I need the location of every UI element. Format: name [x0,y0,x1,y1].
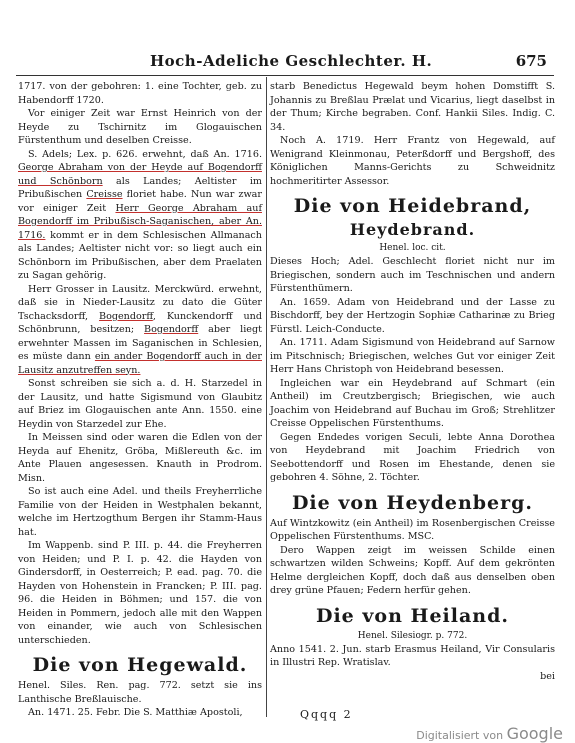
left-column [18,80,262,720]
underlined-text: Herr George Abraham auf Bogendorff im Pribußisch-Saganischen, aber An. 1716. [18,202,262,241]
signature-mark: Qqqq 2 [300,708,353,721]
paragraph: An. 1471. 25. Febr. Die S. Matthiæ Apostoli, [28,707,243,718]
paragraph: Vor einiger Zeit war Ernst Heinrich von der Heyde zu Tschirnitz im Glogauischen Fürstenthum und deselben Creisse. [18,108,262,146]
page-number: 675 [515,52,547,70]
paragraph [18,148,262,283]
reference-line: Henel. Silesiogr. p. 772. [357,630,468,641]
paragraph: An. 1659. Adam von Heidebrand und der Lasse zu Bischdorff, bey der Hertzogin Sophiæ Catharinæ zu Brieg Fürstl. Leich-Conducte. [270,296,555,335]
running-title: Hoch-Adeliche Geschlechter. H. [150,52,433,70]
column-divider [266,77,267,717]
section-subheading: Heydebrand. [349,220,476,239]
text: aber liegt erwehnter Massen im Saganischen in Schlesien, es müste dann [18,324,262,362]
section-heading: Die von Heiland. [315,604,510,627]
section-heading: Die von Heidebrand, [293,195,532,217]
watermark-text: Digitalisiert von [416,729,504,742]
header-rule [16,75,554,76]
underlined-text: Creisse [86,189,123,200]
text: Herr Grosser in Lausitz. Merckwürd. erwehnt, daß sie in Nieder-Lausitz zu dato die Güter Tschacksdorff, [18,283,262,322]
paragraph: Noch A. 1719. Herr Frantz von Hegewald, auf Wenigrand Kleinmonau, Peterßdorff und Bergshoff, des Königlichen Manns-Gerichts zu Schweidnitz hochmeritirter Assessor. [270,135,555,187]
paragraph: Gegen Endedes vorigen Seculi, lebte Anna Dorothea von Heydebrand mit Joachim Friedrich von Seebottendorff und Rosen im Ehestande, denen sie gebohren 4. Söhne, 2. Töchter. [270,431,555,483]
paragraph: So ist auch eine Adel. und theils Freyherrliche Familie von der Heiden in Westphalen bekannt, welche im Hertzogthum Bergen ihr Stamm-Haus hat. [18,486,262,538]
paragraph: Im Wappenb. sind P. III. p. 44. die Freyherren von Heiden; und P. I. p. 42. die Hayden von Gindersdorff, in Oesterreich; P. ead. pag. 70. die Hayden von Hohenstein in Francken; P. III. pag. 96. die Heiden in Böhmen; und 157. die von Heiden in Pommern, jedoch alle mit den Wappen von einander, wie auch von Schlesischen unterschieden. [18,540,262,646]
text: als Landes; Aeltister im Pribußischen [18,175,262,200]
paragraph: An. 1711. Adam Sigismund von Heidebrand auf Sarnow im Pitschnisch; Briegischen, welches Gut vor einiger Zeit Herr Hans Christoph von Heidebrand besessen. [270,337,555,375]
paragraph: 1717. von der gebohren: 1. eine Tochter, geb. zu Habendorff 1720. [18,81,262,106]
reference-line: Henel. loc. cit. [379,243,446,253]
paragraph: Sonst schreiben sie sich a. d. H. Starzedel in der Lausitz, und hatte Sigismund von Glaubitz auf Briez im Glogauischen ante Ann. 1550. eine Heydin von Starzedel zur Ehe. [18,378,262,430]
page-header [0,52,575,76]
paragraph [18,283,262,378]
paragraph: Henel. Siles. Ren. pag. 772. setzt sie ins Lanthische Breßlauische. [18,680,262,705]
digitization-watermark [416,724,563,743]
paragraph: Ingleichen war ein Heydebrand auf Schmart (ein Antheil) im Creutzbergisch; Briegischen, wie auch Joachim von Heidebrand auf Buchau im Groß; Strehlitzer Creisse Oppelischen Fürstenthums. [270,377,555,429]
underlined-text: Bogendorff [99,310,153,322]
paragraph: Auf Wintzkowitz (ein Antheil) im Rosenbergischen Creisse Oppelischen Fürstenthums. MSC. [270,517,555,542]
underlined-text: ein ander Bogendorff auch in der Lausitz anzutreffen seyn. [18,351,262,376]
paragraph: Dieses Hoch; Adel. Geschlecht floriet nicht nur im Briegischen, sondern auch im Teschnischen und andern Fürstenthümern. [270,256,555,294]
text: S. Adels; Lex. p. 626. erwehnt, daß An. 1716. [28,148,262,160]
text: kommt er in dem Schlesischen Allmanach als Landes; Aeltister nicht vor: so liegt auch ein Schönborn im Pribußischen, aber dem Praelaten zu Sagan gehörig. [18,229,262,281]
paragraph: In Meissen sind oder waren die Edlen von der Heyda auf Ehenitz, Gröba, Mißlereuth &c. im Ante Plauen angesessen. Knauth in Prodrom. Misn. [18,432,262,484]
underlined-text: George Abraham von der Heyde auf Bogendorff und Schönborn [18,162,262,187]
paragraph: Anno 1541. 2. Jun. starb Erasmus Heiland, Vir Consularis in Illustri Rep. Wratislav. [270,643,555,668]
section-heading: Die von Heydenberg. [291,491,534,514]
section-heading: Die von Hegewald. [32,654,248,676]
underlined-text: Bogendorff [144,324,199,335]
text: floriet habe. Nun war zwar vor einiger Zeit [18,189,262,214]
paragraph: Dero Wappen zeigt im weissen Schilde einen schwartzen wilden Schweins; Kopff. Auf dem gekrönten Helme dergleichen Kopff, doch daß aus denselben oben drey grüne Pfauen; Federn herfür gehen. [270,544,555,596]
paragraph: starb Benedictus Hegewald beym hohen Domstifft S. Johannis zu Breßlau Prælat und Vicarius, liegt daselbst in der Thum; Kirche begraben. Conf. Hankii Siles. Indig. C. 34. [270,81,555,133]
google-logo: Google [506,724,563,743]
text: , Kunckendorff und Schönbrunn, besitzen; [18,310,262,335]
right-column [270,80,555,683]
catchword: bei [540,670,555,682]
